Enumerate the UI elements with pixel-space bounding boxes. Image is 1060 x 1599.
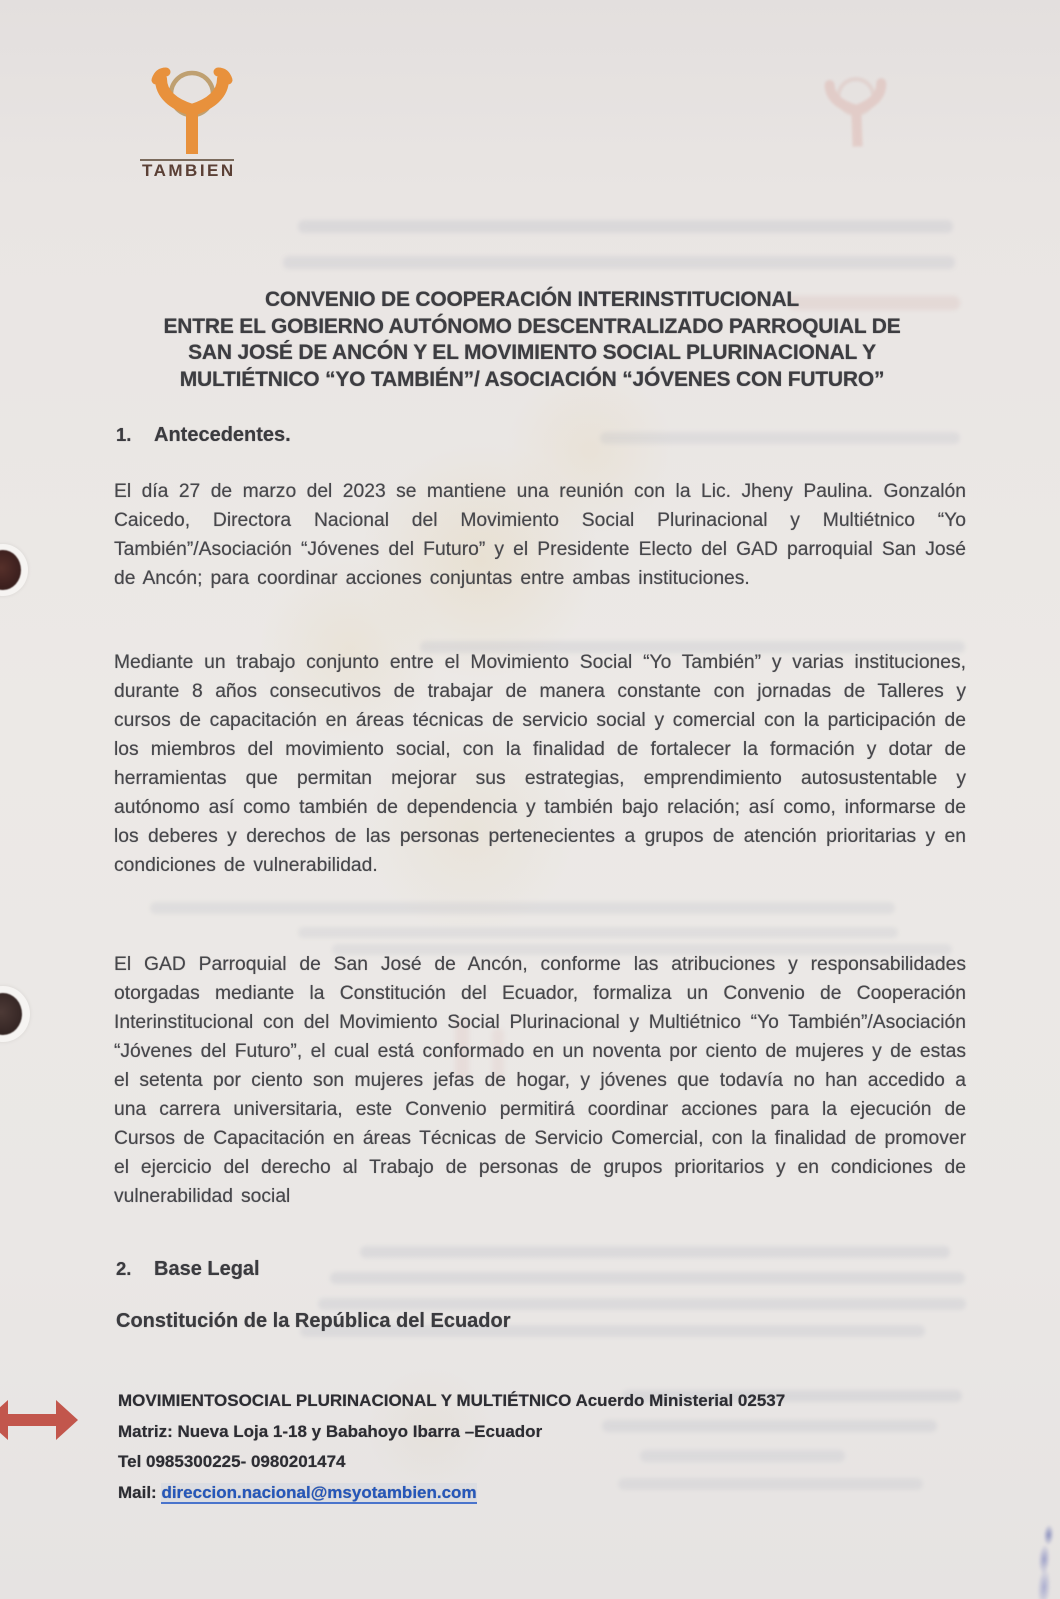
section-1-number: 1. — [116, 424, 132, 445]
bleedthrough-line — [360, 1246, 950, 1258]
bleedthrough-line — [330, 1272, 965, 1284]
footer-phone-line: Tel 0985300225- 0980201474 — [118, 1452, 346, 1471]
bleedthrough-line — [318, 1298, 966, 1310]
base-legal-subheading: Constitución de la República del Ecuador — [116, 1310, 511, 1332]
bleedthrough-line — [600, 432, 960, 444]
footer-address-line: Matriz: Nueva Loja 1-18 y Babahoyo Ibarra –Ecuador — [118, 1421, 543, 1441]
hole-punch-mark — [0, 986, 30, 1042]
section-2-title: Base Legal — [154, 1258, 260, 1280]
document-footer — [118, 1386, 878, 1508]
bleedthrough-line — [298, 927, 898, 938]
yo-tambien-logo — [128, 64, 260, 180]
red-double-arrow-mark — [0, 1398, 78, 1442]
title-line: SAN JOSÉ DE ANCÓN Y EL MOVIMIENTO SOCIAL PLURINACIONAL Y — [188, 341, 876, 364]
document-title — [92, 287, 972, 393]
logo-bleedthrough — [798, 68, 911, 172]
section-1-title: Antecedentes. — [154, 424, 291, 446]
title-line: CONVENIO DE COOPERACIÓN INTERINSTITUCIONAL — [264, 288, 800, 311]
title-line: ENTRE EL GOBIERNO AUTÓNOMO DESCENTRALIZADO PARROQUIAL DE — [163, 314, 901, 338]
logo-caption: TAMBIEN — [142, 161, 236, 180]
section-2-heading — [116, 1258, 260, 1281]
mail-label: Mail: — [118, 1482, 162, 1502]
footer-organization-line: MOVIMIENTOSOCIAL PLURINACIONAL Y MULTIÉTNICO Acuerdo Ministerial 02537 — [118, 1391, 786, 1410]
bleedthrough-line — [298, 220, 953, 233]
paragraph-antecedentes-1: El día 27 de marzo del 2023 se mantiene una reunión con la Lic. Jheny Paulina. Gonzalón Caicedo, Directora Nacional del Movimiento Social Plurinacional y Multiétnico “Yo También”/Asociación “Jóvenes del Futuro” y el Presidente Electo del GAD parroquial San José de Ancón; para coordinar acciones conjuntas entre ambas instituciones. — [114, 481, 966, 589]
hole-punch-mark — [0, 544, 28, 596]
section-1-heading — [116, 424, 291, 447]
paragraph-antecedentes-2: Mediante un trabajo conjunto entre el Movimiento Social “Yo También” y varias instituciones, durante 8 años consecutivos de trabajar de manera constante con jornadas de Talleres y cursos de capacitación en áreas técnicas de servicio social y comercial con la participación de los miembros del movimiento social, con la finalidad de fortalecer la formación y dotar de herramientas que permitan mejorar sus estrategias, emprendimiento autosustentable y autónomo así como también de dependencia y también bajo relación; así como, informarse de los deberes y derechos de las personas pertenecientes a grupos de atención prioritarias y en condiciones de vulnerabilidad. — [114, 652, 966, 876]
bleedthrough-line — [150, 902, 895, 914]
email-link[interactable]: direccion.nacional@msyotambien.com — [161, 1482, 477, 1502]
footer-mail-line — [118, 1478, 878, 1509]
section-2-number: 2. — [116, 1258, 132, 1279]
paragraph-antecedentes-3: El GAD Parroquial de San José de Ancón, conforme las atribuciones y responsabilidades otorgadas mediante la Constitución del Ecuador, formaliza un Convenio de Cooperación Interinstitucional con del Movimiento Social Plurinacional y Multiétnico “Yo También”/Asociación “Jóvenes del Futuro”, el cual está conformado en un noventa por ciento de mujeres y de estas el setenta por ciento son mujeres jefas de hogar, y jóvenes que todavía no han accedido a una carrera universitaria, este Convenio permitirá coordinar acciones para la ejecución de Cursos de Capacitación en áreas Técnicas de Servicio Comercial, con la finalidad de promover el ejercicio del derecho al Trabajo de personas de grupos prioritarios y en condiciones de vulnerabilidad social — [114, 954, 966, 1207]
bleedthrough-line — [283, 256, 955, 269]
title-line: MULTIÉTNICO “YO TAMBIÉN”/ ASOCIACIÓN “JÓVENES CON FUTURO” — [179, 367, 885, 391]
person-figure-icon — [128, 64, 260, 180]
blue-ink-smudge — [1033, 1519, 1057, 1599]
